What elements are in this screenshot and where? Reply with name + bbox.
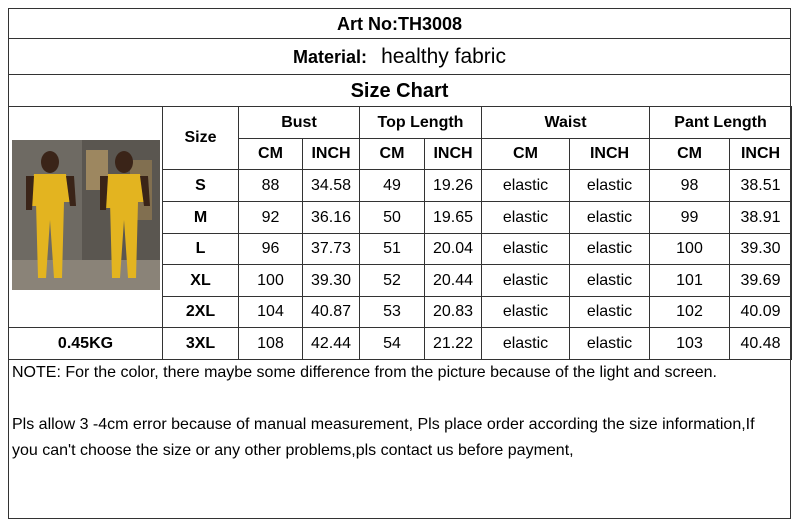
size-cell: 2XL [163, 297, 239, 328]
material-label: Material: [293, 47, 368, 67]
notes-section [12, 360, 782, 464]
table-cell: 42.44 [303, 328, 360, 360]
table-cell: elastic [570, 265, 650, 297]
table-cell: 20.44 [425, 265, 482, 297]
unit-header: INCH [730, 139, 792, 170]
table-cell: elastic [482, 234, 570, 265]
size-cell: S [163, 170, 239, 202]
table-cell: 100 [650, 234, 730, 265]
table-cell: 34.58 [303, 170, 360, 202]
spacer [12, 386, 782, 412]
size-cell: XL [163, 265, 239, 297]
table-cell: elastic [482, 328, 570, 360]
divider [8, 74, 791, 75]
unit-header: CM [650, 139, 730, 170]
group-header-waist: Waist [482, 107, 650, 139]
table-cell: elastic [570, 202, 650, 234]
unit-header: CM [239, 139, 303, 170]
unit-header: INCH [570, 139, 650, 170]
table-cell: elastic [570, 297, 650, 328]
unit-header: CM [482, 139, 570, 170]
package-weight: 0.45KG [9, 328, 163, 360]
size-cell: M [163, 202, 239, 234]
table-cell: elastic [482, 297, 570, 328]
size-table [8, 106, 792, 360]
table-cell: 92 [239, 202, 303, 234]
table-cell: elastic [482, 265, 570, 297]
group-header-row [9, 107, 792, 139]
table-cell: 104 [239, 297, 303, 328]
product-photo [9, 107, 163, 328]
table-cell: 20.83 [425, 297, 482, 328]
unit-header: CM [360, 139, 425, 170]
table-cell: 103 [650, 328, 730, 360]
table-cell: 101 [650, 265, 730, 297]
table-cell: 36.16 [303, 202, 360, 234]
table-cell: 108 [239, 328, 303, 360]
table-cell: 102 [650, 297, 730, 328]
unit-header: INCH [303, 139, 360, 170]
size-cell: 3XL [163, 328, 239, 360]
divider [8, 38, 791, 39]
table-cell: 53 [360, 297, 425, 328]
table-cell: 37.73 [303, 234, 360, 265]
table-cell: elastic [570, 170, 650, 202]
group-header-pant-length: Pant Length [650, 107, 792, 139]
table-cell: 54 [360, 328, 425, 360]
art-number: Art No:TH3008 [336, 14, 463, 34]
table-cell: 98 [650, 170, 730, 202]
table-cell: 40.87 [303, 297, 360, 328]
unit-header: INCH [425, 139, 482, 170]
table-cell: 100 [239, 265, 303, 297]
table-cell: 51 [360, 234, 425, 265]
group-header-bust: Bust [239, 107, 360, 139]
table-cell: 38.91 [730, 202, 792, 234]
table-cell: 50 [360, 202, 425, 234]
measurement-note: Pls allow 3 -4cm error because of manual measurement, Pls place order according the size information,If you can't choose the size or any other problems,pls contact us before payment, [12, 416, 755, 459]
color-note: NOTE: For the color, there maybe some difference from the picture because of the light and screen. [12, 364, 717, 381]
chart-title: Size Chart [350, 80, 449, 102]
table-cell: 49 [360, 170, 425, 202]
table-cell: 19.65 [425, 202, 482, 234]
table-cell: elastic [570, 328, 650, 360]
product-photo-image [12, 140, 160, 290]
table-cell: 88 [239, 170, 303, 202]
table-cell: 99 [650, 202, 730, 234]
table-cell: 38.51 [730, 170, 792, 202]
table-cell: 96 [239, 234, 303, 265]
table-cell: 20.04 [425, 234, 482, 265]
table-cell: 39.69 [730, 265, 792, 297]
table-cell: elastic [570, 234, 650, 265]
table-cell: 40.09 [730, 297, 792, 328]
table-cell: 40.48 [730, 328, 792, 360]
group-header-top-length: Top Length [360, 107, 482, 139]
table-cell: 39.30 [730, 234, 792, 265]
table-cell: 52 [360, 265, 425, 297]
table-cell: 39.30 [303, 265, 360, 297]
size-cell: L [163, 234, 239, 265]
material-line [8, 40, 791, 74]
table-row [9, 328, 792, 360]
table-cell: elastic [482, 170, 570, 202]
size-header: Size [163, 107, 239, 170]
material-value: healthy fabric [381, 45, 506, 68]
table-cell: elastic [482, 202, 570, 234]
table-cell: 19.26 [425, 170, 482, 202]
table-cell: 21.22 [425, 328, 482, 360]
